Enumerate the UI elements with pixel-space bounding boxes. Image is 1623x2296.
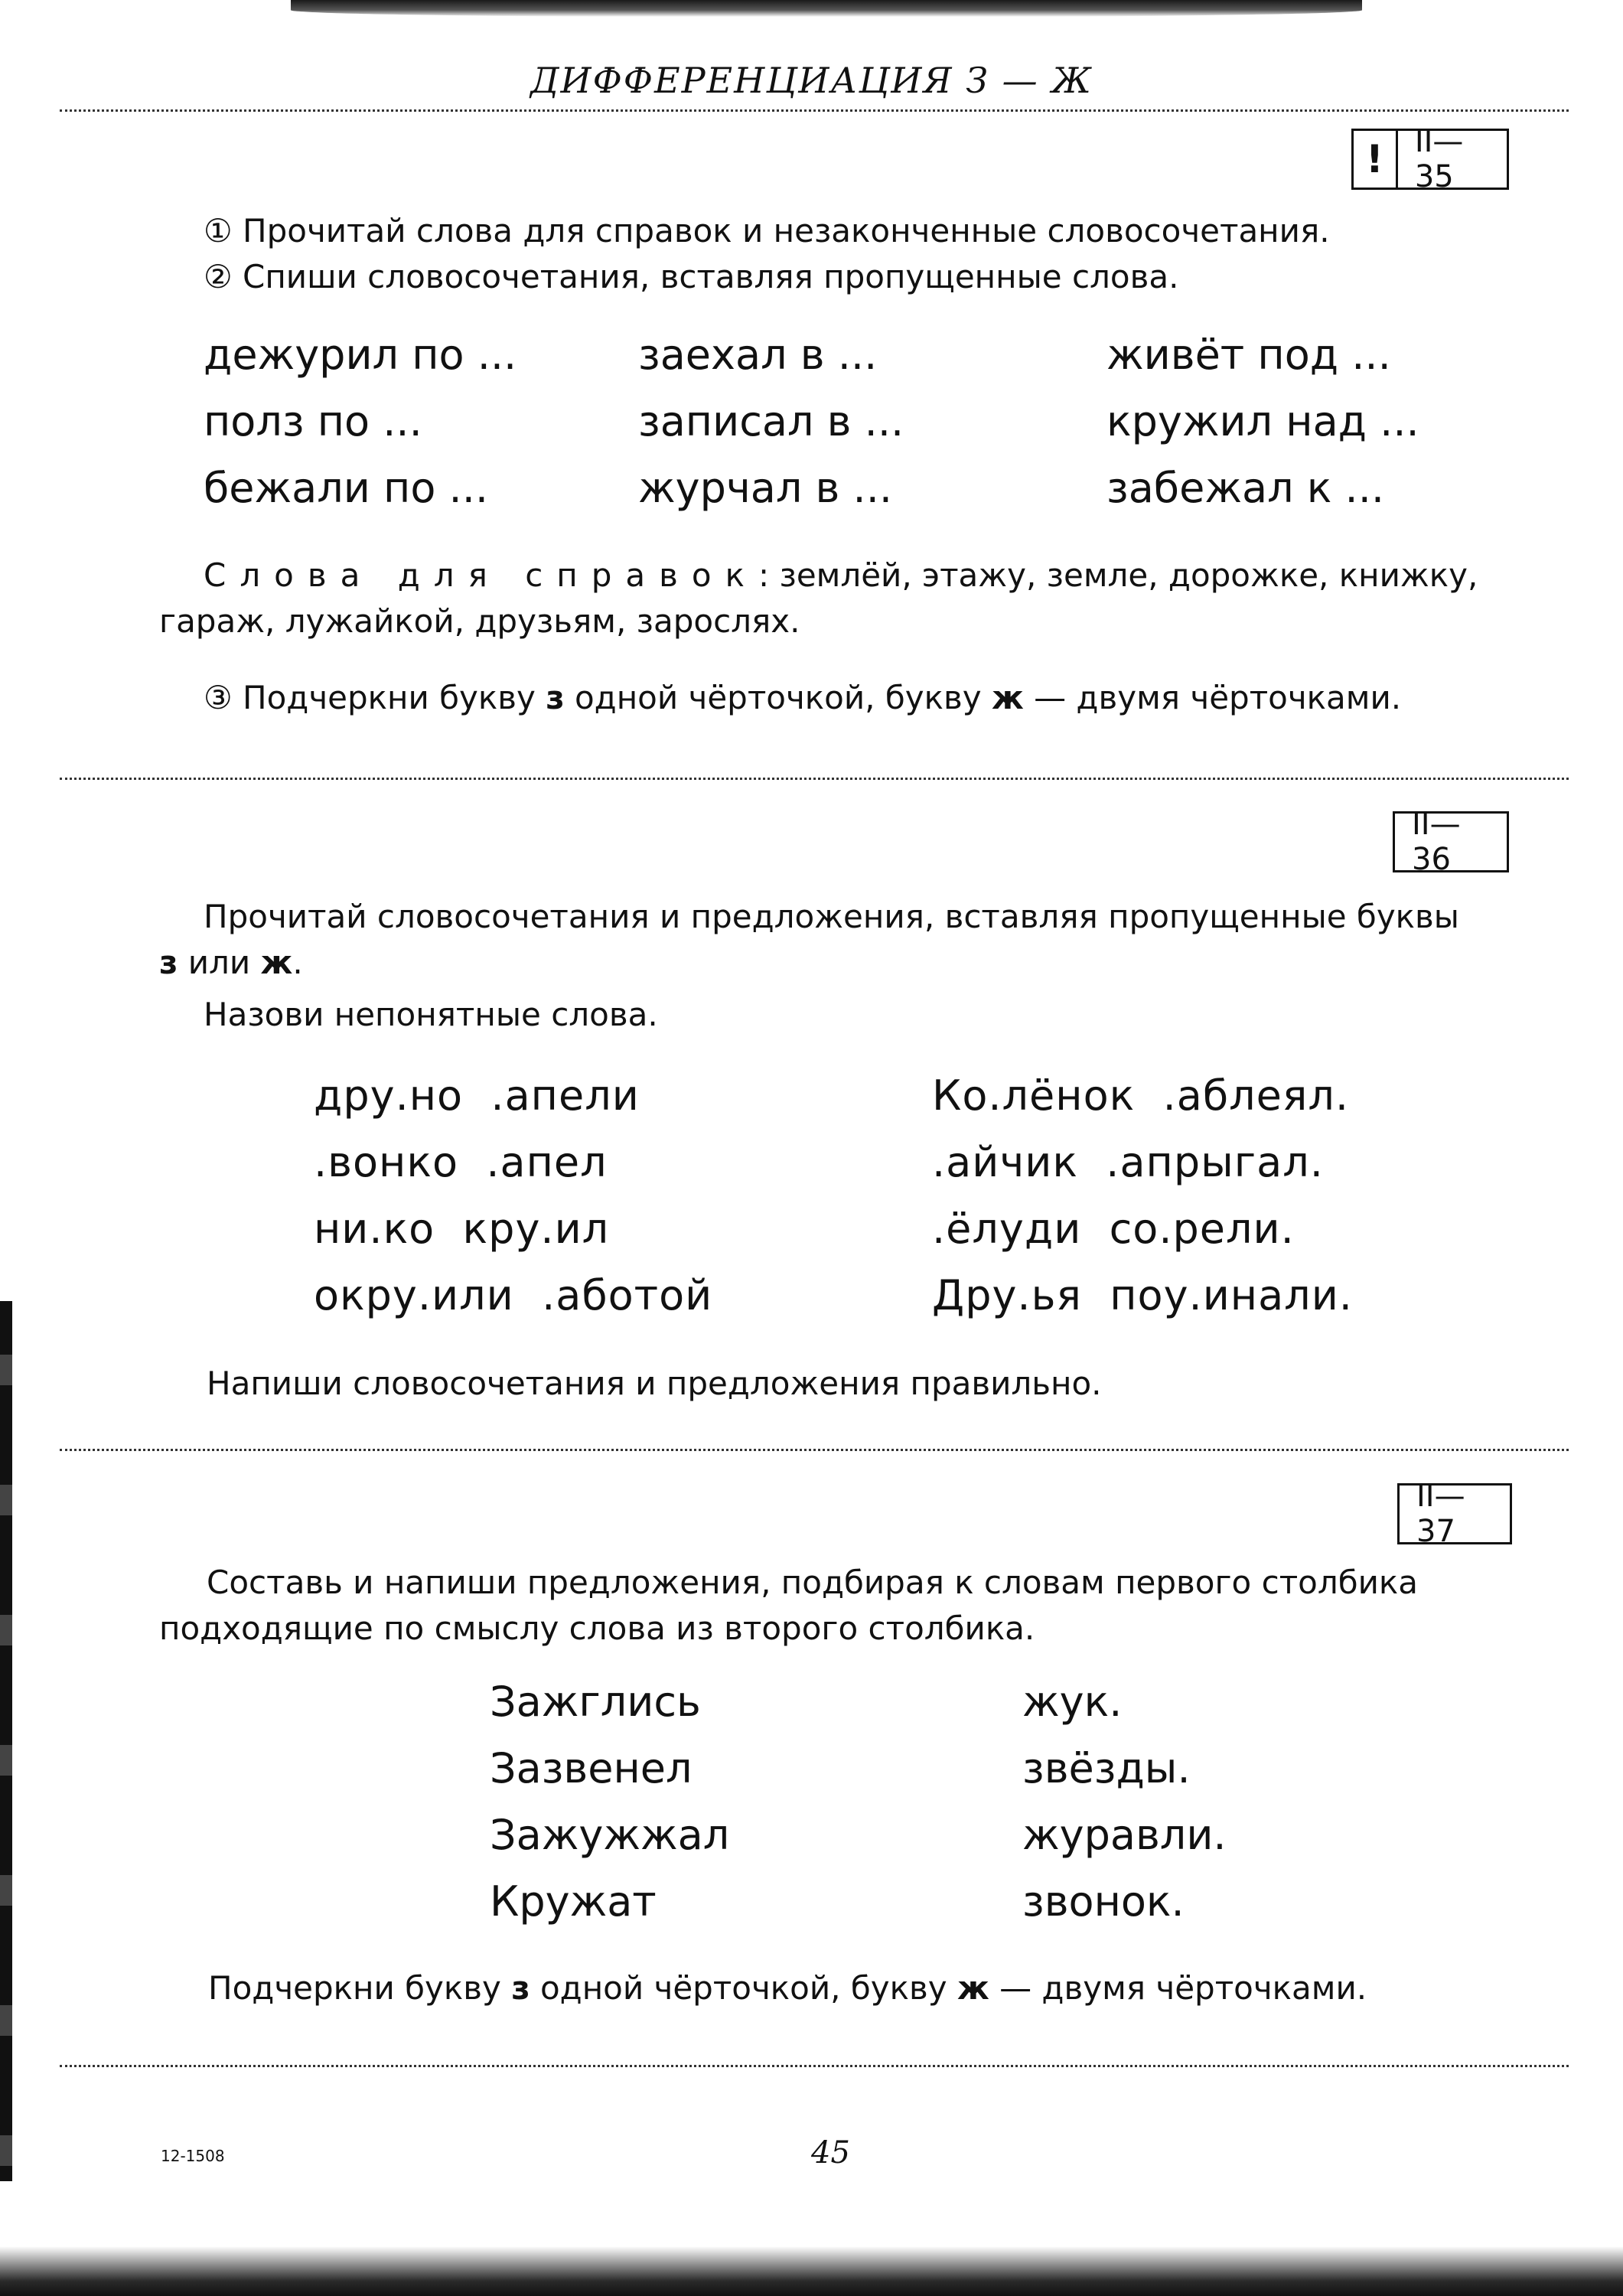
matching-item: звонок.: [1022, 1877, 1185, 1926]
letter-z: з: [159, 944, 178, 981]
phrase-item: бежали по ...: [204, 464, 489, 512]
gap-fill-item: Дру.ья поу.инали.: [932, 1271, 1353, 1319]
gap-fill-item: .айчик .апрыгал.: [932, 1138, 1324, 1186]
exercise-badge-37: [1397, 1479, 1512, 1549]
divider: [60, 2065, 1569, 2067]
matching-item: Зажужжал: [490, 1811, 730, 1859]
matching-grid: [490, 1668, 1331, 1935]
instruction-step-2: ② Спиши словосочетания, вставляя пропущенные слова.: [204, 258, 1179, 295]
gap-fill-item: ни.ко кру.ил: [314, 1205, 610, 1253]
matching-column-1: [490, 1668, 729, 1935]
exercise-37-outro: [208, 1965, 1367, 2011]
step3-suffix: — двумя чёрточками.: [1023, 679, 1402, 716]
important-mark-icon: !: [1354, 131, 1398, 188]
gap-fill-item: Ко.лёнок .аблеял.: [932, 1071, 1350, 1120]
matching-item: Зазвенел: [490, 1744, 693, 1792]
matching-column-2: [1022, 1668, 1227, 1935]
instruction-step-1: ① Прочитай слова для справок и незаконченные словосочетания.: [204, 212, 1330, 249]
exercise-badge-35: [1351, 124, 1509, 194]
gap-fill-grid: [314, 1062, 1385, 1329]
page-title: ДИФФЕРЕНЦИАЦИЯ З — Ж: [530, 60, 1093, 101]
reference-label: Слова для справок: [204, 556, 758, 594]
matching-item: журавли.: [1022, 1811, 1227, 1859]
reference-words-line-2: гараж, лужайкой, друзьям, зарослях.: [159, 602, 800, 640]
or-text: или: [178, 944, 261, 981]
matching-item: Кружат: [490, 1877, 657, 1926]
divider: [60, 1449, 1569, 1451]
phrase-item: полз по ...: [204, 397, 422, 445]
phrase-column-2: [638, 321, 904, 521]
instruction-step-3: [204, 675, 1401, 721]
matching-item: звёзды.: [1022, 1744, 1191, 1792]
letter-zh: ж: [991, 679, 1024, 716]
phrase-item: записал в ...: [638, 397, 904, 445]
gap-fill-item: дру.но .апели: [314, 1071, 640, 1120]
exercise-number: II—36: [1412, 807, 1461, 877]
page-number: 45: [811, 2135, 850, 2170]
exercise-37-intro-line-2: подходящие по смыслу слова из второго столбика.: [159, 1609, 1035, 1647]
scan-edge-left: [0, 1301, 12, 2181]
exercise-37-intro-line-1: Составь и напиши предложения, подбирая к словам первого столбика: [207, 1564, 1418, 1601]
letter-z: з: [546, 679, 565, 716]
reference-words: [204, 553, 1504, 598]
letter-zh: ж: [957, 1969, 989, 2007]
outro-prefix: Подчеркни букву: [208, 1969, 512, 2007]
gap-fill-left-column: [314, 1062, 712, 1329]
gap-fill-right-column: [932, 1062, 1353, 1329]
gap-fill-item: .ёлуди со.рели.: [932, 1205, 1295, 1253]
phrase-column-1: [204, 321, 517, 521]
exercise-36-outro: Напиши словосочетания и предложения правильно.: [207, 1365, 1102, 1402]
exercise-36-intro-line-1: Прочитай словосочетания и предложения, вставляя пропущенные буквы: [204, 898, 1459, 935]
letter-z: з: [511, 1969, 530, 2007]
letter-zh: ж: [260, 944, 293, 981]
phrase-column-3: [1106, 321, 1419, 521]
phrase-item: забежал к ...: [1106, 464, 1385, 512]
scan-edge-top: [291, 0, 1362, 17]
divider: [60, 109, 1569, 112]
phrase-item: живёт под ...: [1106, 331, 1391, 379]
gap-fill-item: окру.или .аботой: [314, 1271, 713, 1319]
phrase-item: дежурил по ...: [204, 331, 517, 379]
step3-prefix: ③ Подчеркни букву: [204, 679, 546, 716]
exercise-number: II—35: [1414, 124, 1464, 194]
phrase-grid: [204, 321, 1504, 521]
gap-fill-item: .вонко .апел: [314, 1138, 608, 1186]
phrase-item: журчал в ...: [638, 464, 893, 512]
phrase-item: кружил над ...: [1106, 397, 1419, 445]
exercise-badge-36: [1393, 807, 1509, 877]
exercise-36-intro-2: Назови непонятные слова.: [204, 996, 658, 1033]
matching-item: Зажглись: [490, 1678, 701, 1726]
scan-edge-bottom: [0, 2246, 1623, 2296]
divider: [60, 778, 1569, 780]
matching-item: жук.: [1022, 1678, 1123, 1726]
exercise-36-intro-line-2: [159, 940, 303, 986]
step3-middle: одной чёрточкой, букву: [564, 679, 992, 716]
outro-suffix: — двумя чёрточками.: [989, 1969, 1367, 2007]
outro-middle: одной чёрточкой, букву: [530, 1969, 957, 2007]
reference-words-line-1: : землёй, этажу, земле, дорожке, книжку,: [758, 556, 1478, 594]
phrase-item: заехал в ...: [638, 331, 878, 379]
period: .: [292, 944, 303, 981]
exercise-number: II—37: [1416, 1479, 1465, 1549]
print-code: 12-1508: [161, 2147, 225, 2165]
